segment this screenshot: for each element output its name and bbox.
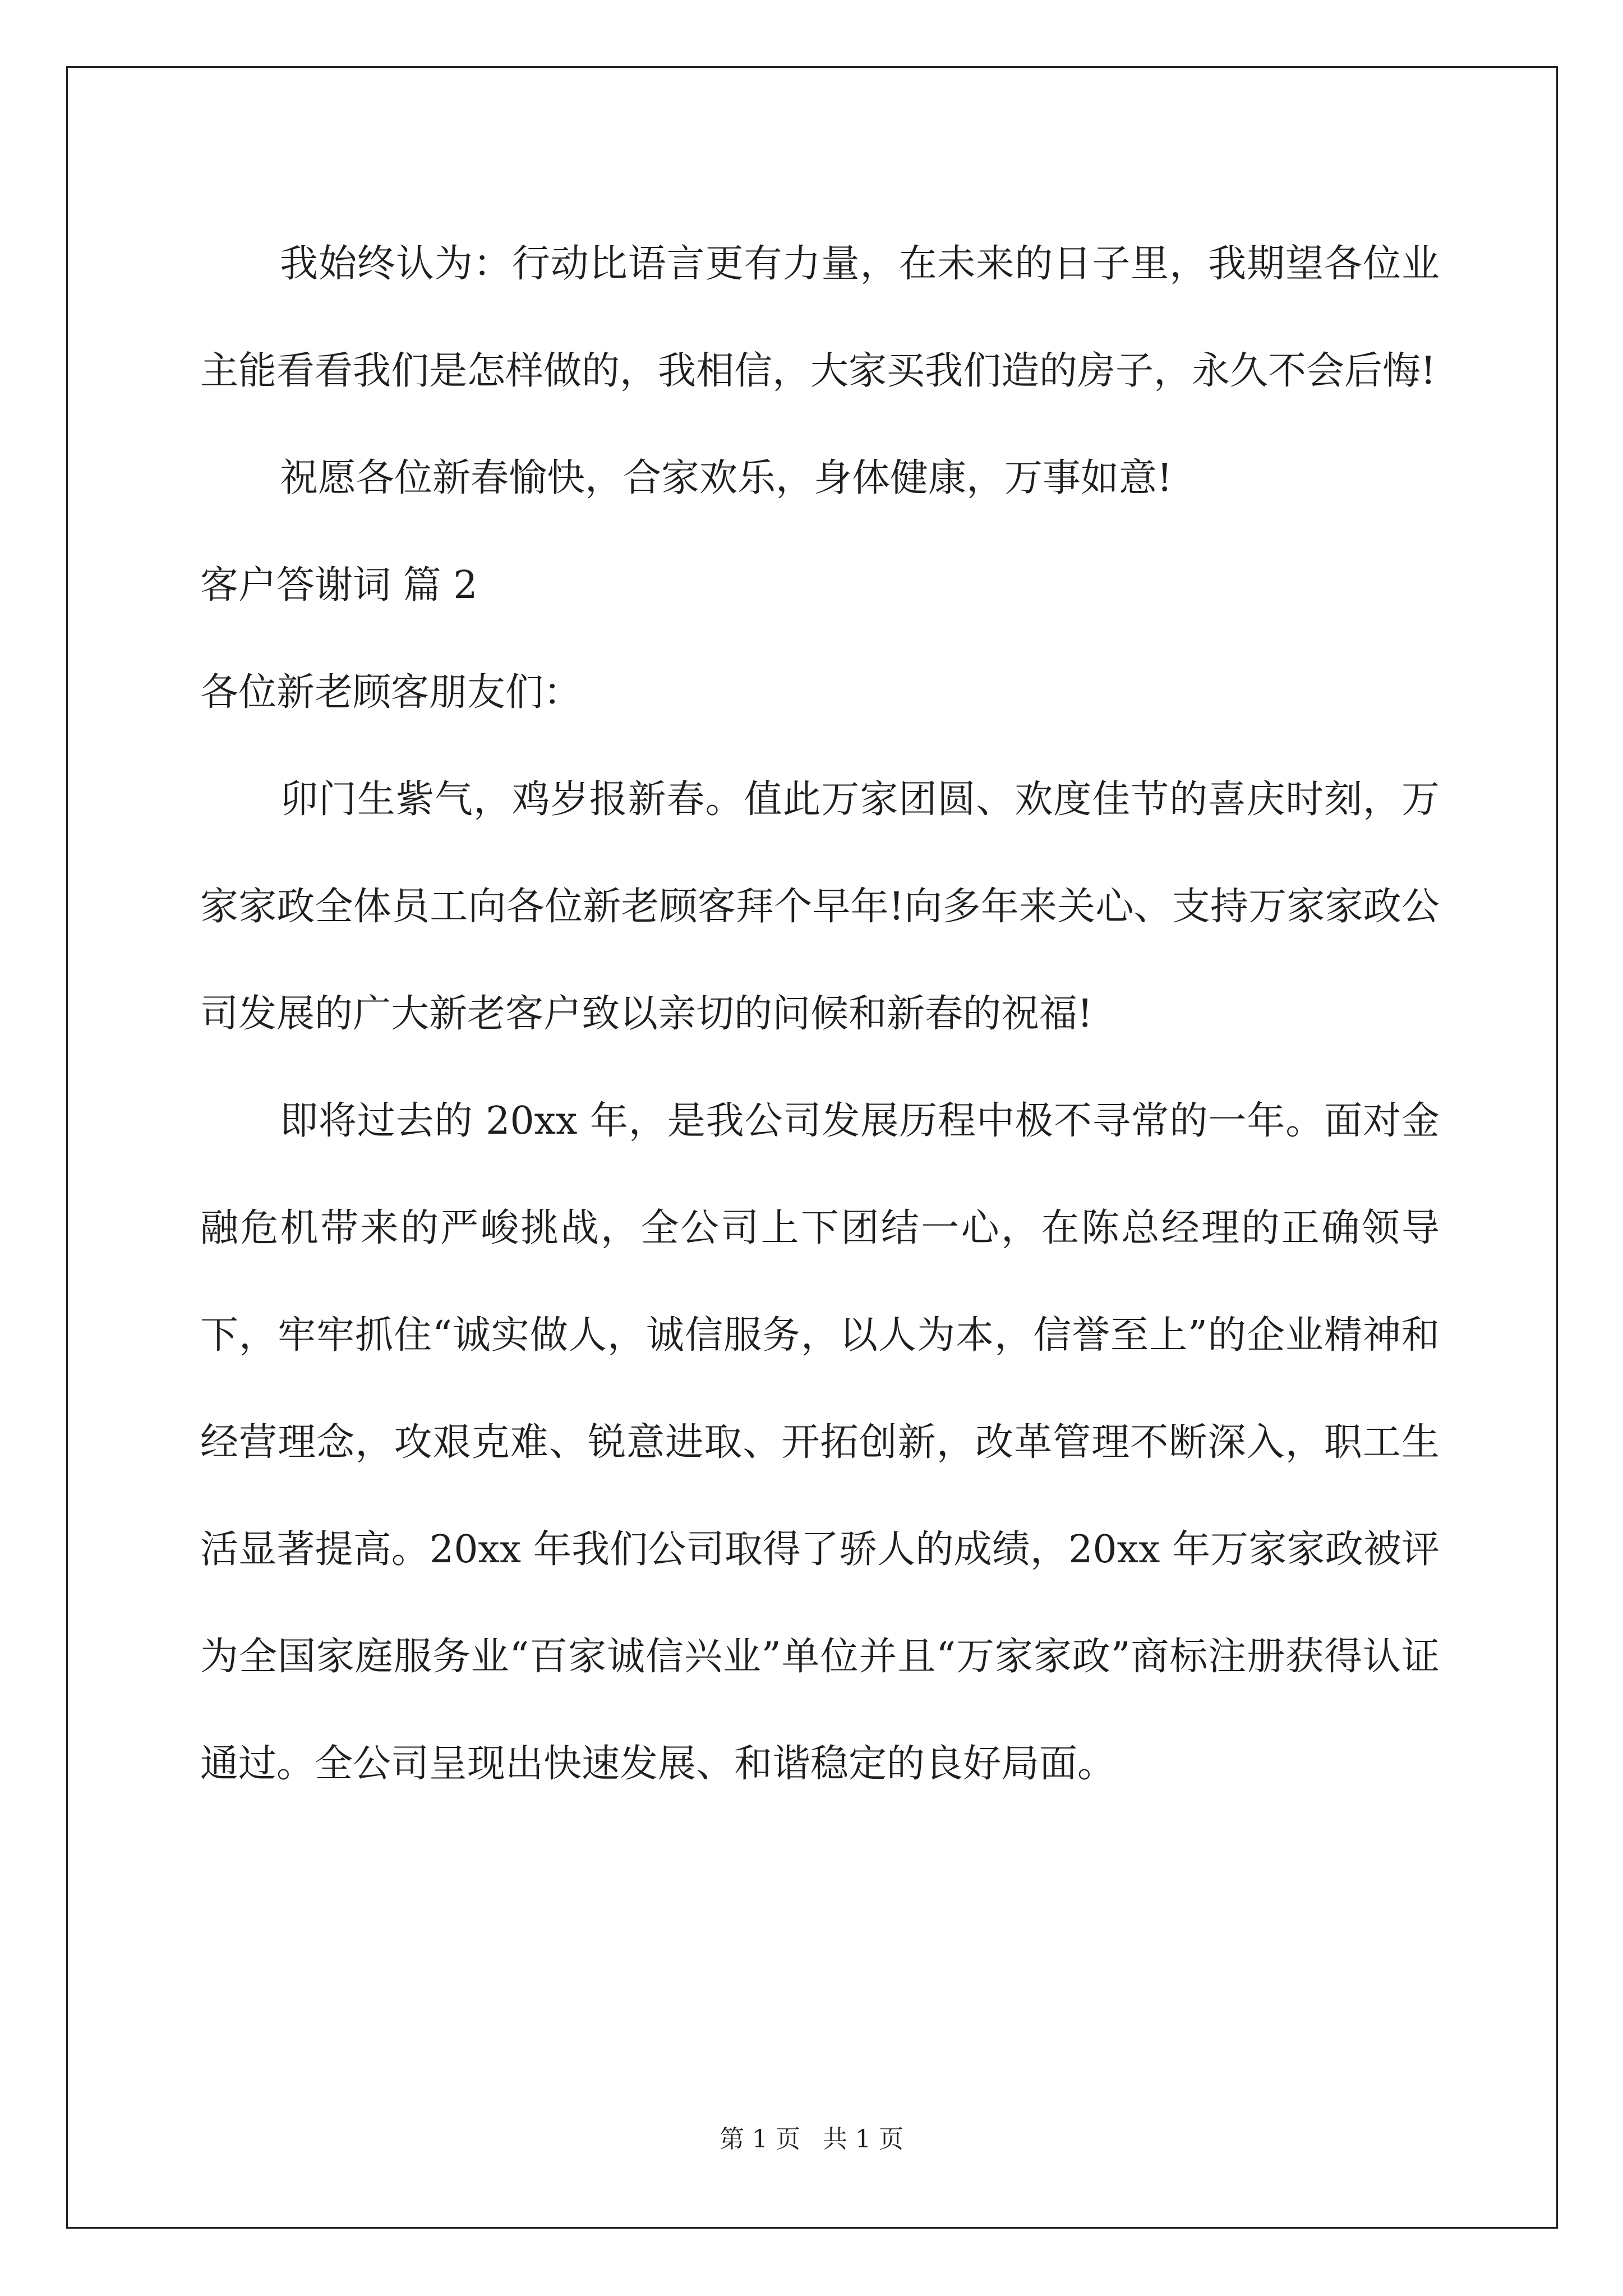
- paragraph-greeting: 卯门生紫气，鸡岁报新春。值此万家团圆、欢度佳节的喜庆时刻，万家家政全体员工向各位新老顾客拜个早年!向多年来关心、支持万家家政公司发展的广大新老客户致以亲切的问候和新春的祝福!: [200, 777, 1440, 1036]
- salutation: 各位新老顾客朋友们：: [200, 670, 582, 715]
- section-heading: 客户答谢词 篇 2: [200, 563, 478, 608]
- document-body: [200, 210, 1440, 1818]
- page-number: 第 1 页: [720, 2125, 800, 2154]
- paragraph-year-review: 即将过去的 20xx 年，是我公司发展历程中极不寻常的一年。面对金融危机带来的严峻挑战，全公司上下团结一心，在陈总经理的正确领导下，牢牢抓住“诚实做人，诚信服务，以人为本，信誉至上”的企业精神和经营理念，攻艰克难、锐意进取、开拓创新，改革管理不断深入，职工生活显著提高。20xx 年我们公司取得了骄人的成绩，20xx 年万家家政被评为全国家庭服务业“百家诚信兴业”单位并且“万家家政”商标注册获得认证通过。全公司呈现出快速发展、和谐稳定的良好局面。: [200, 1099, 1440, 1786]
- paragraph-closing-statement: 我始终认为：行动比语言更有力量，在未来的日子里，我期望各位业主能看看我们是怎样做的，我相信，大家买我们造的房子，永久不会后悔!: [200, 242, 1440, 393]
- page-footer: [0, 2123, 1623, 2156]
- paragraph-wishes: 祝愿各位新春愉快，合家欢乐，身体健康，万事如意!: [280, 456, 1173, 500]
- page-total: 共 1 页: [823, 2125, 903, 2154]
